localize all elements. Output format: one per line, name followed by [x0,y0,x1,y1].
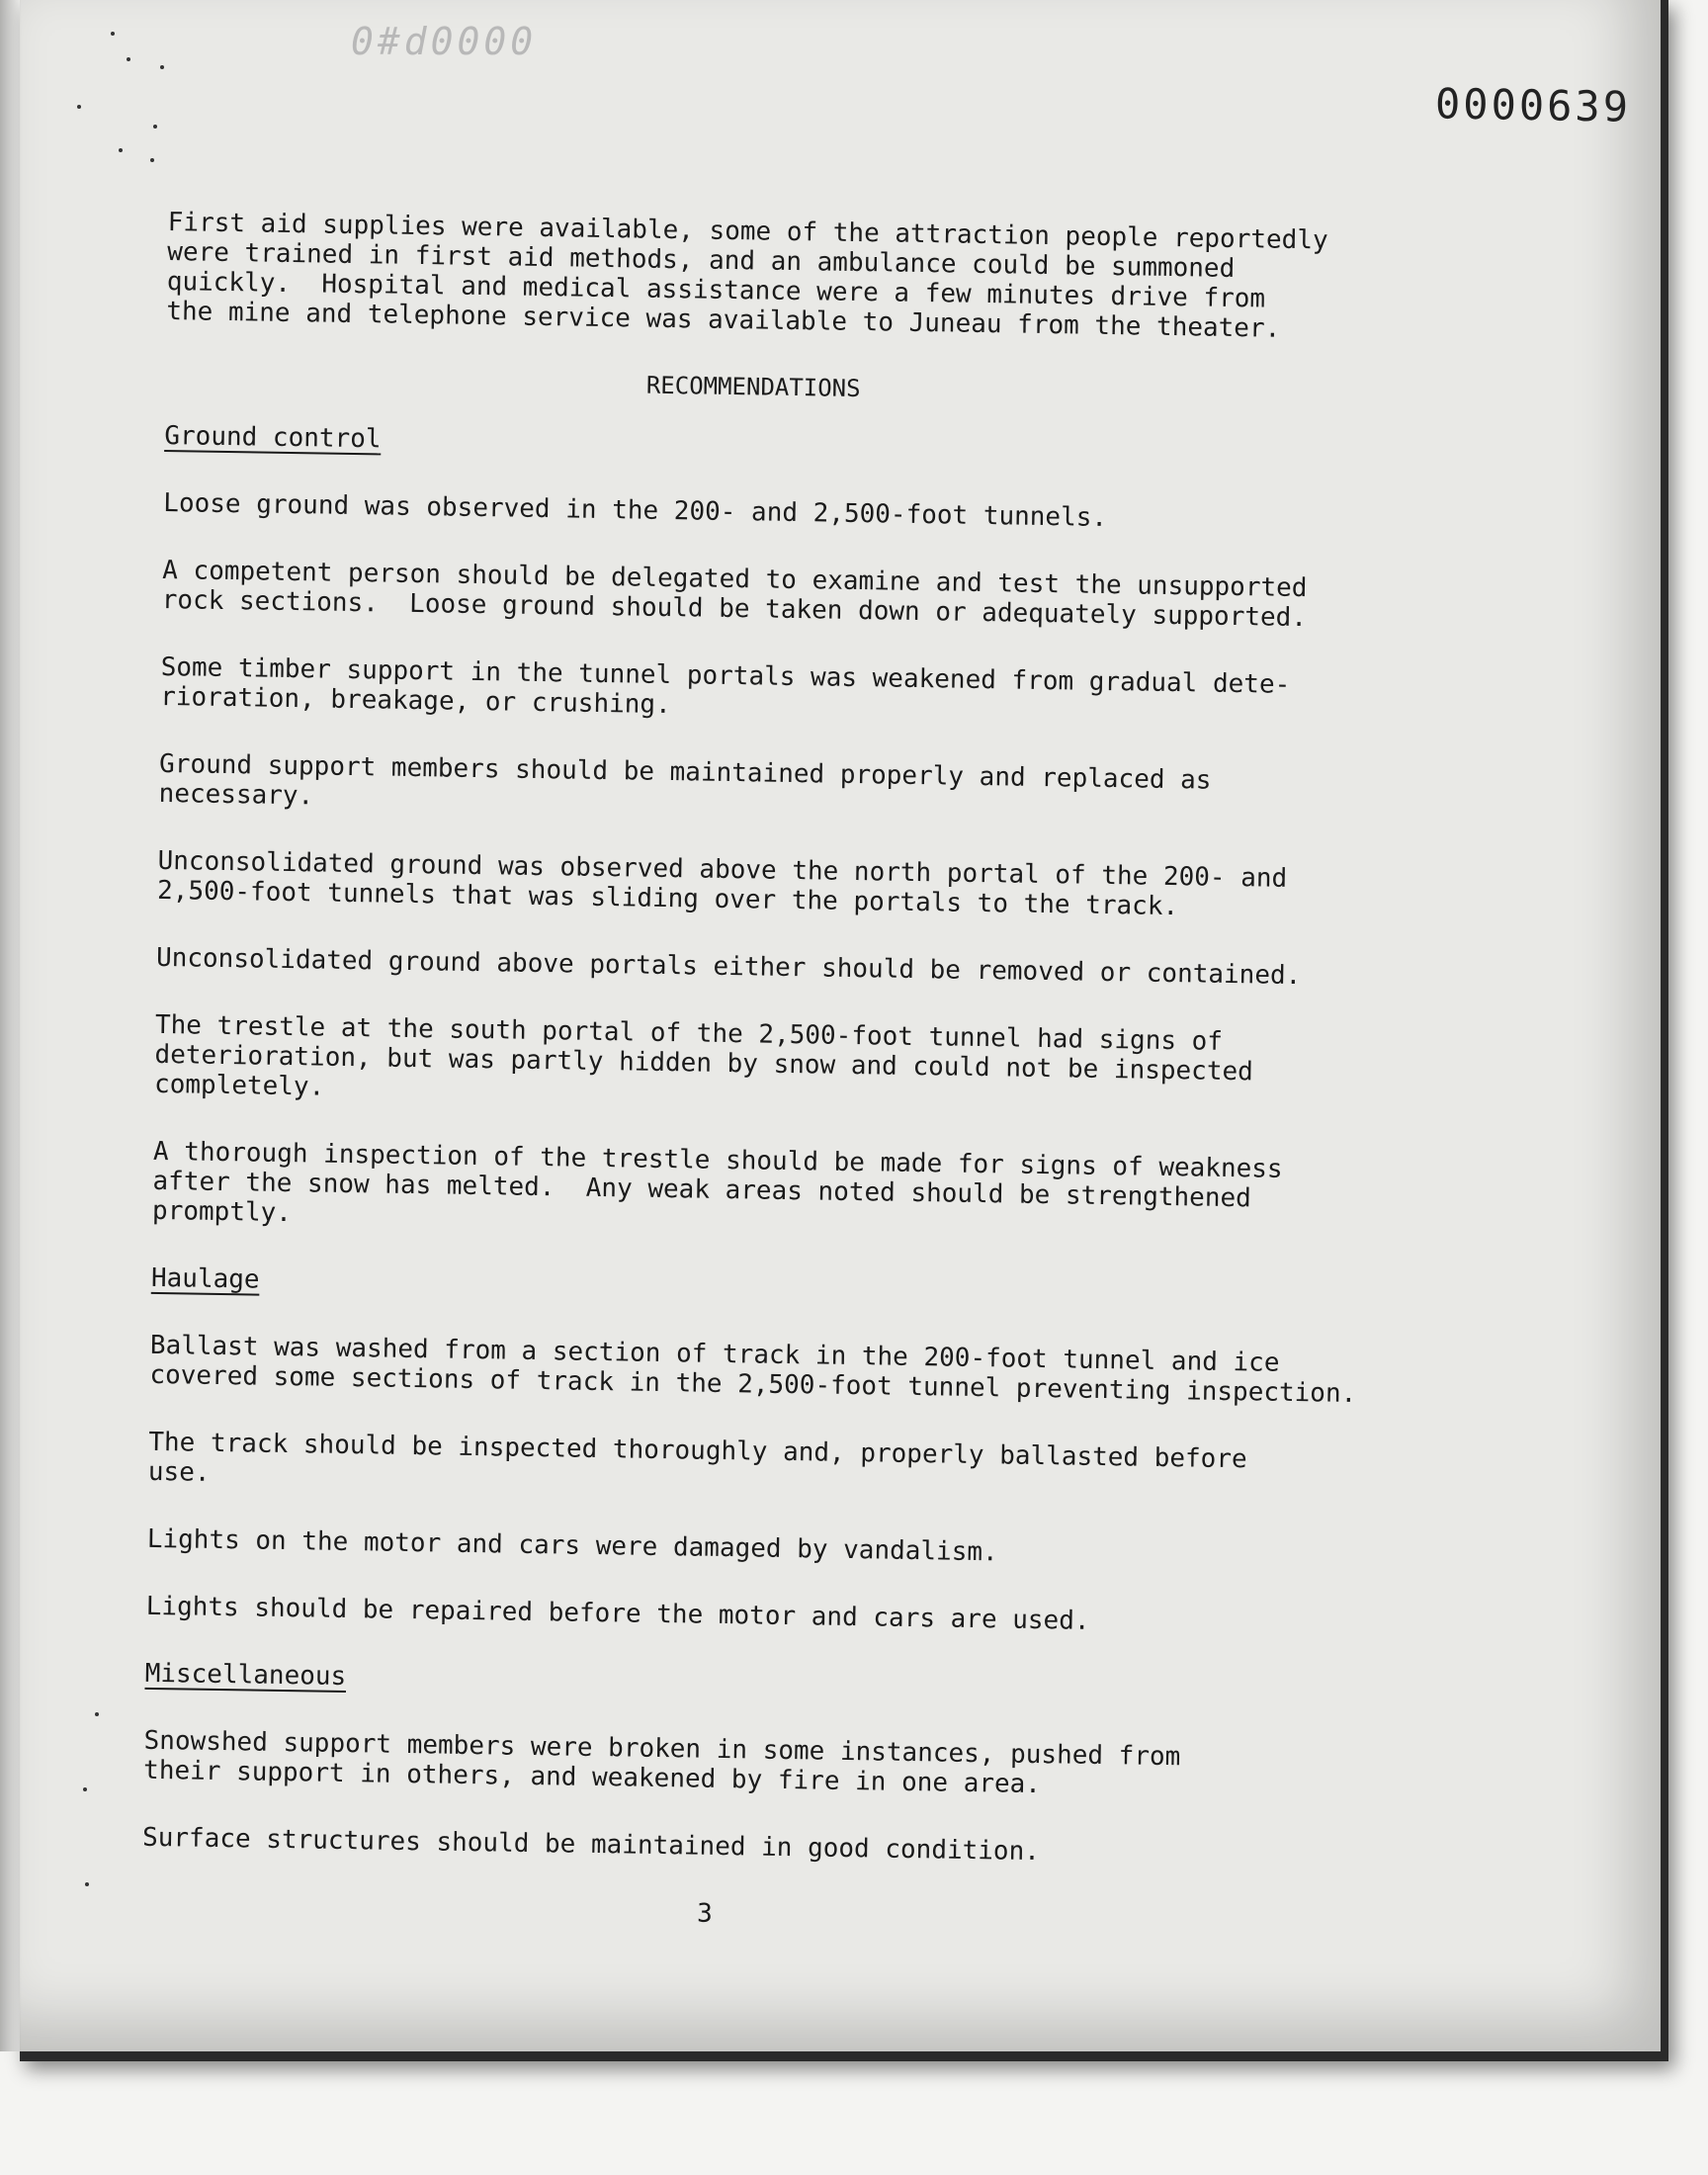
paragraph: A competent person should be delegated to examine and test the unsupported rock sections. Loose ground should be taken down or adequately supported. [161,555,1308,634]
scan-speck [127,57,130,61]
scan-speck [85,1882,89,1886]
paragraph: Ballast was washed from a section of track in the 200-foot tunnel and ice covered some sections of track in the 2,500-foot tunnel preventing inspection. [149,1330,1357,1410]
scan-speck [111,32,115,36]
scan-speck [83,1787,87,1791]
paragraph: Snowshed support members were broken in some instances, pushed from their support in others, and weakened by fire in one area. [142,1725,1181,1800]
paragraph: Some timber support in the tunnel portals was weakened from gradual dete- rioration, breakage, or crushing. [159,652,1291,721]
page-id-number: 0000639 [1434,79,1632,131]
paragraph: Ground support members should be maintained properly and replaced as necessary. [158,748,1212,812]
intro-paragraph: First aid supplies were available, some of the attraction people reportedly were trained in first aid methods, and an ambulance could be summoned quickly. Hospital and medical assistance were a few minutes drive from the mine and telephone service was available to Juneau from the theater. [166,208,1328,344]
scan-speck [77,105,81,109]
scan-speck [119,148,123,152]
paragraph: Unconsolidated ground above portals either should be removed or contained. [155,942,1302,992]
paragraph: A thorough inspection of the trestle should be made for signs of weakness after the snow has melted. Any weak areas noted should be strengthened promptly. [151,1136,1283,1229]
section-heading-miscellaneous: Miscellaneous [144,1658,347,1693]
scan-speck [153,125,157,129]
page-number: 3 [696,1898,714,1929]
recommendations-heading: RECOMMENDATIONS [645,371,861,403]
scan-speck [160,65,164,69]
paragraph: The track should be inspected thoroughly and, properly ballasted before use. [147,1427,1247,1488]
paragraph: Unconsolidated ground was observed above the north portal of the 200- and 2,500-foot tunnels that was sliding over the portals to the track. [156,845,1288,922]
faint-stamp-number: 0#d0000 [351,20,538,63]
scan-speck [95,1712,99,1716]
section-heading-haulage: Haulage [150,1262,260,1295]
paragraph: Lights on the motor and cars were damaged by vandalism. [146,1523,998,1568]
paragraph: Lights should be repaired before the motor and cars are used. [145,1591,1090,1636]
scan-speck [150,158,154,162]
paragraph: Loose ground was observed in the 200- and 2,500-foot tunnels. [163,487,1108,533]
page-edge-shadow [0,0,22,2051]
section-heading-ground-control: Ground control [164,420,382,455]
document-body [141,208,1473,1941]
paragraph: The trestle at the south portal of the 2,500-foot tunnel had signs of deterioration, but was partly hidden by snow and could not be inspected completely. [153,1009,1254,1102]
paragraph: Surface structures should be maintained in good condition. [141,1822,1041,1868]
